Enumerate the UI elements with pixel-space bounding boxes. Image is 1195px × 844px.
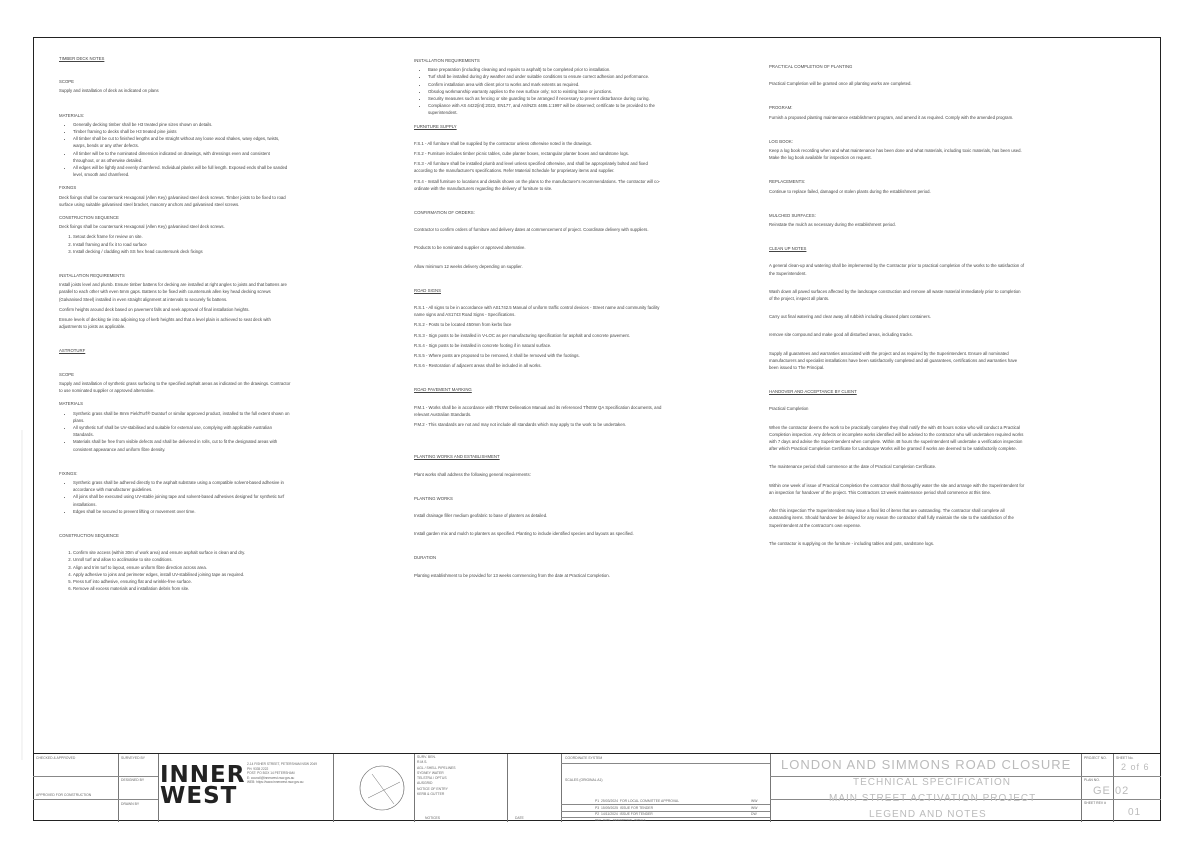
subproject-title: MAIN STREET ACTIVATION PROJECT xyxy=(829,793,1037,804)
rev-id: P3 xyxy=(595,806,600,810)
rev-header-cell: INITIALS xyxy=(634,818,646,822)
inner-west-logo xyxy=(160,762,246,809)
astroturf-materials-list xyxy=(59,410,291,453)
astroturf-heading: ASTROTURF xyxy=(59,348,86,354)
service-item: SYDNEY WATER xyxy=(417,770,444,775)
list-item: 5. Press turf into adhesive, ensuring flat and wrinkle-free surface. xyxy=(73,578,291,585)
service-item: TELSTRA / OPTUS xyxy=(417,776,447,781)
mulched-surfaces-text: Reinstate the mulch as necessary during the establishment period. xyxy=(769,222,896,228)
list-item: • Base preparation (including cleaning and repairs to asphalt) to be completed prior to installation. xyxy=(428,66,666,73)
confirmation-text: Products to be nominated supplier or approved alternative. xyxy=(414,245,526,251)
divider xyxy=(561,763,770,764)
coordinate-system-label: COORDINATE SYSTEM xyxy=(565,756,603,760)
divider xyxy=(507,754,508,822)
list-item: • All edges will be lightly and evenly chamfered. Individual planks will be full length. Exposed ends shall be sanded level, smooth and chamfered. xyxy=(73,164,291,178)
materials-list xyxy=(59,121,291,179)
handover-subheading: Practical Completion xyxy=(769,406,809,412)
project-title: LONDON AND SIMMONS ROAD CLOSURE xyxy=(781,757,1072,772)
spec-title: TECHNICAL SPECIFICATION xyxy=(853,777,1012,788)
sheet-no-value: 2 of 6 xyxy=(1121,762,1150,772)
address-line: POST: PO BOX 14 PETERSHAM xyxy=(247,771,295,776)
address-line: 2-14 FISHER STREET, PETERSHAM NSW 2049 xyxy=(247,762,317,766)
surveyed-by-label: SURVEYED BY xyxy=(121,756,146,760)
divider xyxy=(561,804,770,805)
logo-line: WEST xyxy=(160,783,238,809)
list-item: • Materials shall be free from visible defects and shall be delivered in rolls, cut to fit the designated areas with consistent appearance and uniform fibre density. xyxy=(73,438,291,452)
divider xyxy=(158,754,159,822)
road-signs-text: R.S.2 - Posts to be located 450mm from kerbs face xyxy=(414,322,512,328)
logo-line: INNER xyxy=(160,762,246,788)
handover-text: Within one week of issue of Practical Completion the contractor shall thoroughly water the site and arrange with the Superintendent for an inspection for handover of the project. This Contractors 13 week maintenance period shall commence at this time. xyxy=(769,482,1025,495)
project-no-label: PROJECT NO. xyxy=(1084,756,1107,760)
divider xyxy=(118,754,119,822)
timber-deck-heading: TIMBER DECK NOTES xyxy=(59,56,105,61)
pavement-marking-text: P.M.1 - Works shall be in accordance with TfNSW Delineation Manual and its referenced TfNSW QA Specification documents, and relevant Australian Standards. xyxy=(414,404,662,417)
pavement-marking-text: P.M.2 - This standards are not and may not include all standards which may apply to the work to be undertaken. xyxy=(414,422,627,428)
planting-text: Install garden mix and mulch to planters as specified. Planting to include identified species and layouts as specified. xyxy=(414,531,634,537)
furniture-text: F.S.2 - Furniture includes timber picnic tables, cube planter boxes, rectangular planter boxes and sandstone logs. xyxy=(414,151,629,157)
furniture-supply-heading: FURNITURE SUPPLY xyxy=(414,123,457,129)
divider xyxy=(561,811,770,812)
list-item: 2. Install framing and fix it to road surface xyxy=(73,241,291,248)
program-heading: PROGRAM: xyxy=(769,105,793,111)
list-item: • Generally decking timber shall be H3 treated pine sizes shown on details. xyxy=(73,121,291,128)
rev-initials: WW xyxy=(751,799,758,803)
confirmation-heading: CONFIRMATION OF ORDERS: xyxy=(414,210,475,216)
practical-completion-heading: PRACTICAL COMPLETION OF PLANTING xyxy=(769,64,853,69)
installation-text: Install joists level and plumb. Ensure timber battens for decking are installed at right angles to joists and that battens are parallel to each other with even 5mm gaps. Battens to be fixed with countersunk allen key head decking screws (Galvanised Steel) installed in even straight alignment at intervals to securely fix battens. xyxy=(59,282,287,302)
rev-id: P2 xyxy=(595,812,600,816)
mulched-surfaces-heading: MULCHED SURFACES: xyxy=(769,212,816,218)
astroturf-fixings-list xyxy=(59,479,291,515)
astroturf-fixings-heading: FIXINGS: xyxy=(59,470,78,476)
list-item: 3. Install decking / cladding with SS hex head countersunk deck fixings xyxy=(73,248,291,255)
road-signs-text: R.S.5 - Where posts are proposed to be removed, it shall be removed with the footings. xyxy=(414,353,580,359)
scope-text: Supply and installation of deck as indicated on plans xyxy=(59,88,159,94)
drawn-by-label: DRAWN BY xyxy=(121,802,140,806)
fixings-heading: FIXINGS xyxy=(59,185,77,191)
rev-date: 25/03/2024 xyxy=(601,799,619,803)
sheet-rev-value: 01 xyxy=(1128,807,1142,818)
fixings-text: Deck fixings shall be countersunk Hexagonal (Allen Key) galvanised steel deck screws. Timber joists to be fixed to road surface using suitable galvanised steel bracket, masonry anchors and galvanised steel screws. xyxy=(59,194,286,207)
plan-no-value: GE 02 xyxy=(1093,785,1130,797)
column-installation-furniture xyxy=(414,57,666,582)
handover-text: After this inspection The Superintendent may issue a final list of items that are outstanding. The contractor shall complete all outstanding items. Should handover be delayed for any reason the contractor shall fully maintain the site to the satisfaction of the Superintendent at the contractor's own expense. xyxy=(769,508,1014,528)
list-item: • Synthetic grass shall be adhered directly to the asphalt substrate using a compatible solvent-based adhesive in accordance with manufacturer guidelines. xyxy=(73,479,291,493)
service-item: AGL / SHELL PIPELINES xyxy=(417,765,456,770)
column-timber-deck-astroturf xyxy=(59,55,291,595)
divider xyxy=(561,817,770,818)
service-item: SURV. BEN. xyxy=(417,755,436,759)
list-item: • All joins shall be executed using UV-stable joining tape and solvent-based adhesives designed for synthetic turf installations. xyxy=(73,493,291,507)
installation-text: Ensure levels of decking tie into adjoining top of kerb heights and that a level plain is achieved to seat deck with adjustments to joists as applicable. xyxy=(59,317,271,330)
council-address xyxy=(247,762,317,785)
list-item: • Confirm installation area with client prior to works and mark extents as required. xyxy=(428,81,666,88)
address-line: WEB: https://www.innerwest.nsw.gov.au xyxy=(247,780,304,785)
plan-no-label: PLAN NO. xyxy=(1084,778,1100,782)
astroturf-construction-list xyxy=(59,549,291,592)
rev-header-cell: DESCRIPTION xyxy=(612,818,632,822)
scope-heading: SCOPE xyxy=(59,79,75,85)
checked-approved-label: CHECKED & APPROVED xyxy=(36,756,76,760)
margin-ruler xyxy=(18,430,26,760)
revision-header xyxy=(595,818,646,822)
program-text: Furnish a proposed planting maintenance establishment program, and amend it as required. Comply with the amended program. xyxy=(769,114,1014,120)
list-item: • Compliance with AS 4422(int):2022, EN177, and AS/NZS 4486.1:1997 will be observed; certificate to be provided to the superintendent. xyxy=(428,102,666,116)
construction-sequence-text: Deck fixings shall be countersunk Hexagonal (Allen Key) galvanised steel deck screws. xyxy=(59,224,225,230)
service-item: R.M.S. xyxy=(417,760,428,765)
construction-sequence-heading: CONSTRUCTION SEQUENCE xyxy=(59,215,119,221)
rev-header-cell: DATE xyxy=(603,818,611,822)
planting-text: Install drainage filler medium geofabric to base of planters as detailed. xyxy=(414,512,548,518)
duration-text: Planting establishment to be provided for 13 weeks commencing from the date at Practical Completion. xyxy=(414,572,610,578)
list-item: 4. Apply adhesive to joins and perimeter edges, install UV-stabilised joining tape as required. xyxy=(73,571,291,578)
rev-desc: ISSUE FOR TENDER xyxy=(619,812,653,816)
furniture-text: F.S.3 - All furniture shall be installed plumb and level unless specified otherwise, and shall be appropriately bolted and fixed according to the manufacturer's specifications. Refer Material Schedule for proprietary items and supplier. xyxy=(414,161,648,174)
rev-id: P1 xyxy=(595,799,600,803)
divider xyxy=(1081,754,1082,822)
list-item: • Obsolog workmanship warranty applies to the new surface only; not to existing base or junctions. xyxy=(428,88,666,95)
road-signs-text: R.S.6 - Restoration of adjacent areas shall be included in all works. xyxy=(414,363,542,369)
service-item: NOTICE OF ENTRY xyxy=(417,786,448,791)
list-item: 3. Align and trim turf to layout, ensure uniform fibre direction across area. xyxy=(73,564,291,571)
planting-works-subheading: PLANTING WORKS xyxy=(414,495,453,501)
revision-row xyxy=(595,806,653,810)
road-signs-text: R.S.4 - Sign posts to be installed in concrete footing if in natural surface. xyxy=(414,342,552,348)
address-line: PH: 9335 2222 xyxy=(247,766,269,771)
clean-up-text: Wash down all paved surfaces affected by the landscape construction and remove all waste material immediately prior to completion of the project, inspect all plants. xyxy=(769,288,1021,302)
installation-requirements-list xyxy=(414,66,666,116)
list-item: 6. Remove all excess materials and installation debris from site. xyxy=(73,585,291,592)
rev-desc: ISSUE FOR TENDER xyxy=(619,806,654,810)
revision-row xyxy=(595,799,679,803)
installation-requirements-heading: INSTALLATION REQUIREMENTS xyxy=(59,273,125,279)
date-label: DATE xyxy=(515,816,524,820)
divider xyxy=(33,799,158,800)
log-book-heading: LOG BOOK: xyxy=(769,138,793,144)
rev-desc: FOR LOCAL COMMITTEE APPROVAL xyxy=(619,799,680,803)
confirmation-text: Allow minimum 12 weeks delivery depending on supplier. xyxy=(414,263,523,269)
list-item: • All synthetic turf shall be UV-stabilised and suitable for external use, complying with applicable Australian Standards. xyxy=(73,424,291,438)
designed-by-label: DESIGNED BY xyxy=(121,778,145,782)
divider xyxy=(333,754,334,822)
planting-text: Plant works shall address the following general requirements: xyxy=(414,471,531,477)
list-item: • All timber will be to the nominated dimension indicated on drawings, with dressings even and consistent throughout, or as otherwise detailed. xyxy=(73,150,291,164)
confirmation-text: Contractor to confirm orders of furniture and delivery dates at commencement of project. Coordinate delivery with suppliers. xyxy=(414,227,649,233)
duration-heading: DURATION xyxy=(414,555,437,561)
list-item: 1. Setout deck frame for review on site. xyxy=(73,233,291,240)
revision-row xyxy=(595,812,653,816)
approved-construction-label: APPROVED FOR CONSTRUCTION xyxy=(36,793,92,797)
road-signs-heading: ROAD SIGNS xyxy=(414,287,441,293)
drawing-title: LEGEND AND NOTES xyxy=(869,809,987,820)
road-signs-text: R.S.1 - All signs to be in accordance with AS1742.5 Manual of uniform traffic control devices - Street name and community facility name signs and AS1743 Road Signs - Specifications. xyxy=(414,305,660,318)
handover-text: The maintenance period shall commence at the date of Practical Completion Certificate. xyxy=(769,464,937,470)
astroturf-scope-text: Supply and installation of synthetic grass surfacing to the specified asphalt areas as indicated on the drawings. Contractor to use nominated supplier or approved alternative. xyxy=(59,380,291,394)
north-arrow-icon xyxy=(358,764,408,814)
rev-initials: DW xyxy=(751,812,757,816)
list-item: 1. Confirm site access (within 30m of work area) and ensure asphalt surface is clean and dry. xyxy=(73,549,291,556)
service-item: KERB & GUTTER xyxy=(417,792,445,797)
divider xyxy=(414,754,415,822)
clean-up-text: remove site compound and make good all disturbed areas, including tracks. xyxy=(769,332,913,338)
astroturf-construction-heading: CONSTRUCTION SEQUENCE xyxy=(59,532,119,538)
list-item: • Security measures such as fencing or site guarding to be arranged if necessary to prevent disturbance during curing. xyxy=(428,95,666,102)
replacements-heading: REPLACEMENTS: xyxy=(769,179,806,185)
sheet-no-label: SHEET No. xyxy=(1116,756,1134,760)
clean-up-heading: CLEAN UP NOTES xyxy=(769,246,807,252)
sheet-rev-label: SHEET REV # xyxy=(1084,801,1106,805)
furniture-text: F.S.1 - All furniture shall be supplied by the contractor unless otherwise noted in the drawings. xyxy=(414,140,592,146)
construction-sequence-list xyxy=(59,233,291,255)
installation-text: Confirm heights around deck based on pavement falls and seek approval of final installation heights. xyxy=(59,306,250,312)
list-item: • All timber shall be cut to finished lengths and be straight without any loose wood shakes, wavy edges, twists, warps, bends or any other defects. xyxy=(73,135,291,149)
column-completion-handover xyxy=(769,63,1025,550)
practical-completion-text: Practical Completion will be granted once all planting works are completed. xyxy=(769,81,912,87)
replacements-text: Continue to replace failed, damaged or stolen plants during the establishment period. xyxy=(769,188,931,194)
clean-up-text: A general clean-up and watering shall be implemented by the Contractor prior to practical completion of the works to the satisfaction of the Superintendent. xyxy=(769,263,1025,276)
list-item: • Timber framing to decks shall be H3 treated pine joists xyxy=(73,128,291,135)
road-signs-text: R.S.3 - Sign posts to be installed in V-LOC as per manufacturing specification for asphalt and concrete pavement. xyxy=(414,332,630,338)
installation-requirements-heading: INSTALLATION REQUIREMENTS xyxy=(414,58,480,63)
list-item: • Turf shall be installed during dry weather and under suitable conditions to ensure correct adhesion and performance. xyxy=(428,73,666,80)
list-item: 2. Unroll turf and allow to acclimatise to site conditions. xyxy=(73,556,291,563)
list-item: • Synthetic grass shall be 8mm FieldTurf® Duraturf or similar approved product, installed to the full extent shown on plans. xyxy=(73,410,291,424)
rev-initials: WW xyxy=(751,806,758,810)
rev-header-cell: REV xyxy=(595,818,601,822)
log-book-text: Keep a log book recording when and what maintenance has been done and what materials, including toxic materials, has been used. Make the log book available for inspection on request. xyxy=(769,148,1022,161)
services-list xyxy=(417,755,456,797)
handover-heading: HANDOVER AND ACCEPTANCE BY CLIENT xyxy=(769,389,857,395)
handover-text: The contractor is supplying on the furniture - including tables and pots, sandstone logs. xyxy=(769,540,935,546)
handover-text: When the contractor deems the work to be practically complete they shall notify the with 48 hours notice who will conduct a Practical Completion inspection. Any defects or incomplete works identified will be advised to the contractor who will undertaken required works with 7 days and advise the Superintendent when complete. Within 48 hours the superintendent will undertake a verification inspection after which Practical Completion Certificate for Landscape Works will be granted if works are deemed to be satisfactorily complete. xyxy=(769,424,1024,452)
list-item: • Edges shall be secured to prevent lifting or movement over time. xyxy=(73,508,291,515)
materials-heading: MATERIALS: xyxy=(59,112,85,118)
address-line: E: council@innerwest.nsw.gov.au xyxy=(247,775,295,780)
astroturf-materials-heading: MATERIALS xyxy=(59,401,84,407)
scales-label: SCALES (ORIGINAL A1) xyxy=(565,778,603,782)
astroturf-scope-heading: SCOPE xyxy=(59,371,75,377)
divider xyxy=(770,754,771,822)
road-pavement-marking-heading: ROAD PAVEMENT MARKING xyxy=(414,387,472,393)
planting-works-heading: PLANTING WORKS AND ESTABLISHMENT xyxy=(414,454,500,460)
furniture-text: F.S.4 - Install furniture to locations and details shown on the plans to the manufacturer's recommendations. The contractor will co-ordinate with the manufacturers regarding the delivery of furniture to site. xyxy=(414,178,661,191)
clean-up-text: Carry out final watering and clear away all rubbish including disused plant containers. xyxy=(769,314,931,320)
divider xyxy=(33,776,158,777)
rev-date: 14/11/2024 xyxy=(601,812,618,816)
rev-date: 15/09/2025 xyxy=(601,806,619,810)
clean-up-text: Supply all guarantees and warranties associated with the project and as required by the Superintendent. Ensure all nominated manufacturers and specialist installations have been satisfactorily completed and all guarantees, certifications and warranties have been issued to The Principal. xyxy=(769,350,1018,371)
service-item: AUSGRID xyxy=(417,781,433,786)
notices-label: NOTICES xyxy=(425,816,441,820)
